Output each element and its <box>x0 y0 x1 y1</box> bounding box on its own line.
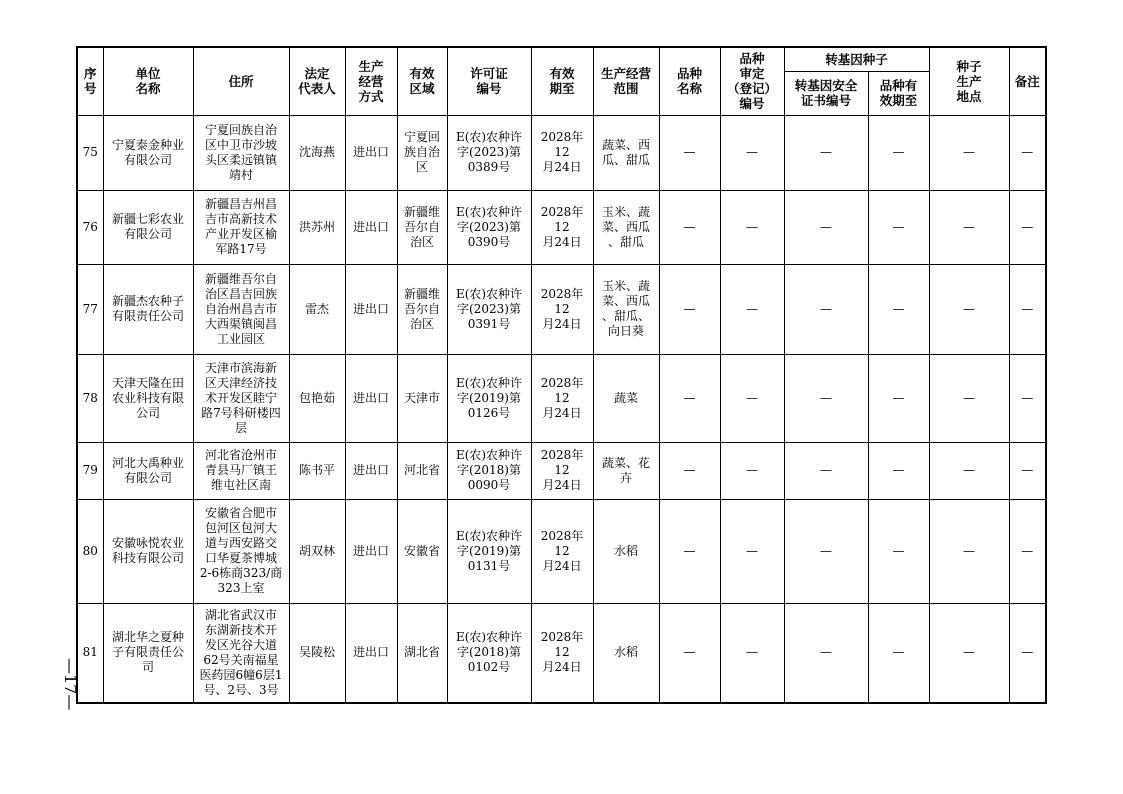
cell-license: E(农)农种许 字(2018)第 0090号 <box>447 442 531 499</box>
header-address: 住所 <box>193 47 289 115</box>
cell-rep: 包艳茹 <box>289 354 345 442</box>
cell-gm-cert: — <box>784 115 868 190</box>
cell-origin: — <box>929 442 1009 499</box>
cell-address: 河北省沧州市 青县马厂镇王 维屯社区南 <box>193 442 289 499</box>
cell-mode: 进出口 <box>345 499 397 603</box>
cell-valid: 2028年12 月24日 <box>531 354 593 442</box>
seed-license-table <box>76 46 1047 704</box>
cell-address: 天津市滨海新 区天津经济技 术开发区睦宁 路7号科研楼四 层 <box>193 354 289 442</box>
cell-license: E(农)农种许 字(2023)第 0390号 <box>447 190 531 264</box>
header-gm-validity: 品种有 效期至 <box>868 71 929 115</box>
header-region: 有效 区域 <box>397 47 447 115</box>
cell-origin: — <box>929 115 1009 190</box>
cell-scope: 玉米、蔬 菜、西瓜 、甜瓜、 向日葵 <box>593 264 659 354</box>
cell-valid: 2028年12 月24日 <box>531 264 593 354</box>
header-remark: 备注 <box>1009 47 1046 115</box>
table-row <box>77 115 1046 190</box>
cell-unit: 宁夏泰金种业 有限公司 <box>103 115 193 190</box>
header-gm-cert: 转基因安全 证书编号 <box>784 71 868 115</box>
cell-scope: 蔬菜 <box>593 354 659 442</box>
cell-gm-valid: — <box>868 442 929 499</box>
cell-region: 河北省 <box>397 442 447 499</box>
cell-mode: 进出口 <box>345 442 397 499</box>
cell-region: 天津市 <box>397 354 447 442</box>
cell-rep: 沈海燕 <box>289 115 345 190</box>
cell-seq: 81 <box>77 603 103 703</box>
header-mode: 生产 经营 方式 <box>345 47 397 115</box>
cell-mode: 进出口 <box>345 354 397 442</box>
cell-remark: — <box>1009 264 1046 354</box>
cell-license: E(农)农种许 字(2023)第 0389号 <box>447 115 531 190</box>
cell-license: E(农)农种许 字(2019)第 0126号 <box>447 354 531 442</box>
cell-gm-cert: — <box>784 190 868 264</box>
cell-unit: 安徽咏悦农业 科技有限公司 <box>103 499 193 603</box>
header-row-1 <box>77 47 1046 71</box>
table-row <box>77 603 1046 703</box>
cell-remark: — <box>1009 499 1046 603</box>
cell-gm-valid: — <box>868 354 929 442</box>
cell-remark: — <box>1009 603 1046 703</box>
header-variety-name: 品种 名称 <box>659 47 720 115</box>
cell-variety: — <box>659 190 720 264</box>
cell-scope: 蔬菜、西 瓜、甜瓜 <box>593 115 659 190</box>
cell-rep: 雷杰 <box>289 264 345 354</box>
header-valid-until: 有效 期至 <box>531 47 593 115</box>
cell-seq: 80 <box>77 499 103 603</box>
cell-approval: — <box>720 442 784 499</box>
cell-gm-cert: — <box>784 354 868 442</box>
cell-scope: 蔬菜、花 卉 <box>593 442 659 499</box>
cell-gm-valid: — <box>868 115 929 190</box>
cell-gm-cert: — <box>784 264 868 354</box>
cell-remark: — <box>1009 190 1046 264</box>
cell-mode: 进出口 <box>345 190 397 264</box>
cell-gm-valid: — <box>868 603 929 703</box>
cell-address: 新疆维吾尔自 治区昌吉回族 自治州昌吉市 大西渠镇闽昌 工业园区 <box>193 264 289 354</box>
cell-origin: — <box>929 354 1009 442</box>
cell-origin: — <box>929 603 1009 703</box>
header-variety-approval: 品种 审定 （登记） 编号 <box>720 47 784 115</box>
cell-mode: 进出口 <box>345 603 397 703</box>
cell-rep: 洪苏州 <box>289 190 345 264</box>
cell-valid: 2028年12 月24日 <box>531 115 593 190</box>
cell-gm-cert: — <box>784 603 868 703</box>
cell-seq: 77 <box>77 264 103 354</box>
header-scope: 生产经营 范围 <box>593 47 659 115</box>
cell-gm-valid: — <box>868 264 929 354</box>
cell-seq: 76 <box>77 190 103 264</box>
cell-license: E(农)农种许 字(2018)第 0102号 <box>447 603 531 703</box>
cell-approval: — <box>720 603 784 703</box>
cell-region: 安徽省 <box>397 499 447 603</box>
page-number: —17— <box>61 658 80 711</box>
cell-remark: — <box>1009 354 1046 442</box>
cell-origin: — <box>929 190 1009 264</box>
table-row <box>77 264 1046 354</box>
cell-approval: — <box>720 115 784 190</box>
cell-address: 湖北省武汉市 东湖新技术开 发区光谷大道 62号关南福星 医药园6幢6层1 号、2号、3号 <box>193 603 289 703</box>
cell-gm-valid: — <box>868 190 929 264</box>
cell-variety: — <box>659 264 720 354</box>
cell-valid: 2028年12 月24日 <box>531 190 593 264</box>
header-unit-name: 单位 名称 <box>103 47 193 115</box>
cell-rep: 吴陵松 <box>289 603 345 703</box>
cell-scope: 水稻 <box>593 603 659 703</box>
cell-valid: 2028年12 月24日 <box>531 442 593 499</box>
table-row <box>77 442 1046 499</box>
cell-variety: — <box>659 442 720 499</box>
header-license-no: 许可证 编号 <box>447 47 531 115</box>
cell-approval: — <box>720 499 784 603</box>
header-seed-origin: 种子 生产 地点 <box>929 47 1009 115</box>
cell-origin: — <box>929 264 1009 354</box>
cell-variety: — <box>659 354 720 442</box>
header-seq: 序 号 <box>77 47 103 115</box>
cell-seq: 79 <box>77 442 103 499</box>
cell-unit: 新疆杰农种子 有限责任公司 <box>103 264 193 354</box>
cell-seq: 78 <box>77 354 103 442</box>
cell-region: 宁夏回 族自治 区 <box>397 115 447 190</box>
cell-valid: 2028年12 月24日 <box>531 499 593 603</box>
table-row <box>77 190 1046 264</box>
cell-unit: 天津天隆在田 农业科技有限 公司 <box>103 354 193 442</box>
cell-mode: 进出口 <box>345 115 397 190</box>
cell-gm-cert: — <box>784 499 868 603</box>
cell-variety: — <box>659 603 720 703</box>
cell-valid: 2028年12 月24日 <box>531 603 593 703</box>
cell-approval: — <box>720 264 784 354</box>
cell-origin: — <box>929 499 1009 603</box>
cell-remark: — <box>1009 115 1046 190</box>
cell-license: E(农)农种许 字(2019)第 0131号 <box>447 499 531 603</box>
cell-remark: — <box>1009 442 1046 499</box>
cell-rep: 胡双林 <box>289 499 345 603</box>
cell-address: 新疆昌吉州昌 吉市高新技术 产业开发区榆 军路17号 <box>193 190 289 264</box>
header-legal-rep: 法定 代表人 <box>289 47 345 115</box>
cell-unit: 湖北华之夏种 子有限责任公 司 <box>103 603 193 703</box>
cell-seq: 75 <box>77 115 103 190</box>
cell-region: 新疆维 吾尔自 治区 <box>397 190 447 264</box>
cell-gm-cert: — <box>784 442 868 499</box>
cell-mode: 进出口 <box>345 264 397 354</box>
cell-address: 安徽省合肥市 包河区包河大 道与西安路交 口华夏茶博城 2-6栋商323/商 323上室 <box>193 499 289 603</box>
cell-scope: 水稻 <box>593 499 659 603</box>
cell-region: 新疆维 吾尔自 治区 <box>397 264 447 354</box>
cell-gm-valid: — <box>868 499 929 603</box>
cell-variety: — <box>659 115 720 190</box>
cell-rep: 陈书平 <box>289 442 345 499</box>
cell-address: 宁夏回族自治 区中卫市沙坡 头区柔远镇镇 靖村 <box>193 115 289 190</box>
table-row <box>77 354 1046 442</box>
cell-license: E(农)农种许 字(2023)第 0391号 <box>447 264 531 354</box>
cell-approval: — <box>720 354 784 442</box>
cell-region: 湖北省 <box>397 603 447 703</box>
cell-variety: — <box>659 499 720 603</box>
table-row <box>77 499 1046 603</box>
cell-unit: 新疆七彩农业 有限公司 <box>103 190 193 264</box>
header-gm-group: 转基因种子 <box>784 47 929 71</box>
cell-unit: 河北大禹种业 有限公司 <box>103 442 193 499</box>
cell-scope: 玉米、蔬 菜、西瓜 、甜瓜 <box>593 190 659 264</box>
cell-approval: — <box>720 190 784 264</box>
